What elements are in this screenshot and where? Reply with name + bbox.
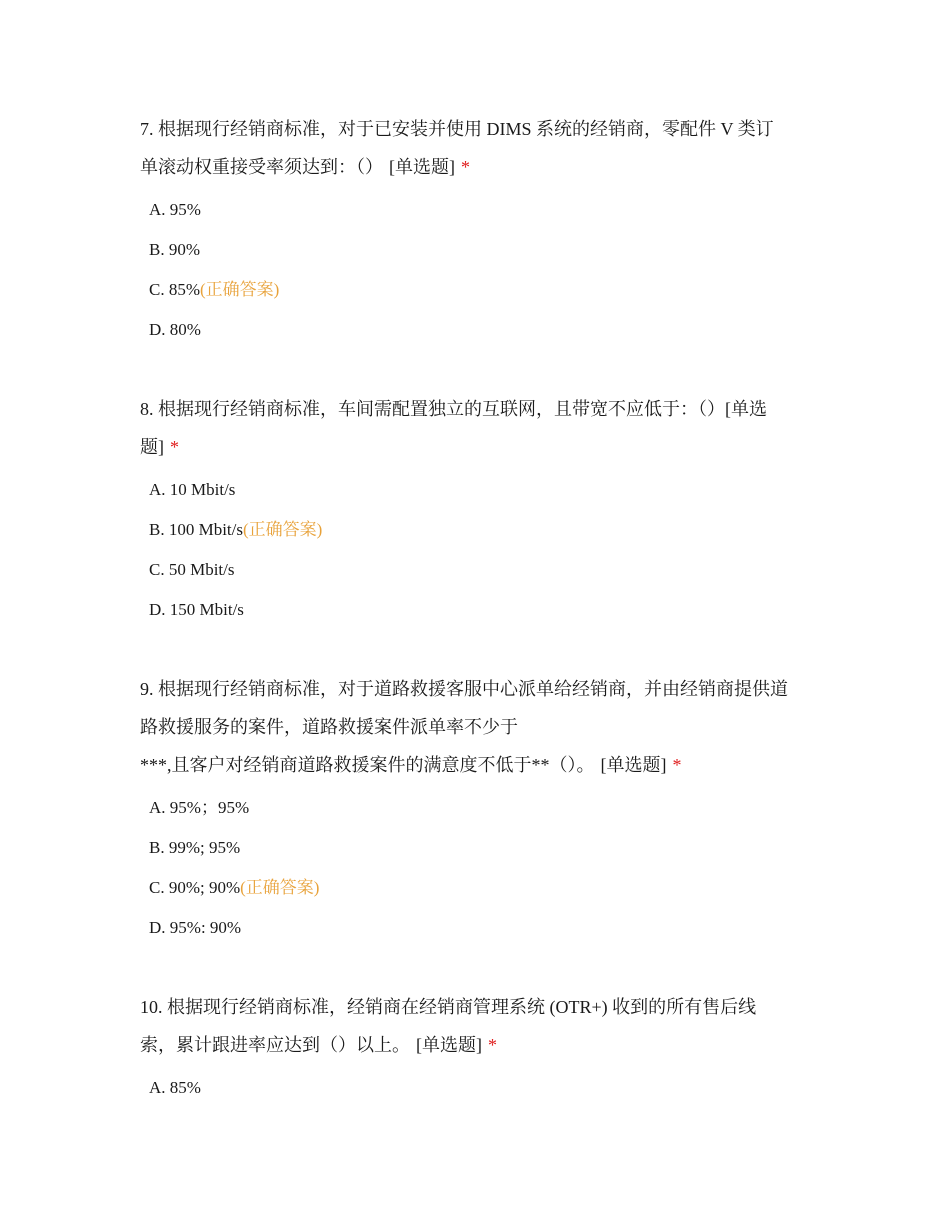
stem-line-text: 索，累计跟进率应达到（）以上。 xyxy=(140,1035,410,1055)
option-a xyxy=(149,470,820,510)
question-type-tag: [单选题] xyxy=(389,157,455,177)
option-text: B. 99%; 95% xyxy=(149,838,241,857)
question-9 xyxy=(140,670,820,948)
question-type-tag: [单选题] xyxy=(600,755,667,775)
stem-line-text: 单滚动权重接受率须达到：（） xyxy=(140,157,383,177)
option-a xyxy=(149,190,820,230)
option-text: C. 50 Mbit/s xyxy=(149,560,235,579)
question-10 xyxy=(140,988,820,1108)
option-text: A. 85% xyxy=(149,1078,201,1097)
correct-answer-mark: (正确答案) xyxy=(243,520,323,539)
option-text: D. 80% xyxy=(149,320,201,339)
stem-line xyxy=(140,148,820,186)
stem-line: 7. 根据现行经销商标准，对于已安装并使用 DIMS 系统的经销商，零配件 V 类订 xyxy=(140,119,774,139)
option-a xyxy=(149,1068,820,1108)
question-stem xyxy=(140,390,820,466)
option-text: A. 95%；95% xyxy=(149,798,250,817)
stem-line xyxy=(140,428,820,466)
stem-line-text: 题] xyxy=(140,437,164,457)
option-d xyxy=(149,590,820,630)
option-b xyxy=(149,230,820,270)
option-b xyxy=(149,828,820,868)
option-list xyxy=(140,470,820,630)
question-stem xyxy=(140,110,820,186)
stem-line: 路救援服务的案件，道路救援案件派单率不少于 xyxy=(140,717,518,737)
option-text: D. 95%: 90% xyxy=(149,918,242,937)
option-text: A. 10 Mbit/s xyxy=(149,480,236,499)
stem-line-text: ***,且客户对经销商道路救援案件的满意度不低于**（）。 xyxy=(140,755,595,775)
option-d xyxy=(149,310,820,350)
option-a xyxy=(149,788,820,828)
question-8 xyxy=(140,390,820,630)
question-type-tag: [单选题] xyxy=(416,1035,482,1055)
option-list xyxy=(140,788,820,948)
option-text: B. 100 Mbit/s xyxy=(149,520,243,539)
stem-line xyxy=(140,746,820,784)
option-text: C. 85% xyxy=(149,280,200,299)
option-text: A. 95% xyxy=(149,200,201,219)
required-mark: * xyxy=(488,1035,497,1055)
option-text: B. 90% xyxy=(149,240,200,259)
stem-line: 10. 根据现行经销商标准，经销商在经销商管理系统 (OTR+) 收到的所有售后线 xyxy=(140,997,757,1017)
correct-answer-mark: (正确答案) xyxy=(240,878,320,897)
question-7 xyxy=(140,110,820,350)
stem-line: 9. 根据现行经销商标准，对于道路救援客服中心派单给经销商，并由经销商提供道 xyxy=(140,679,788,699)
required-mark: * xyxy=(461,157,470,177)
correct-answer-mark: (正确答案) xyxy=(200,280,280,299)
stem-line xyxy=(140,1026,820,1064)
option-c xyxy=(149,868,820,908)
question-stem xyxy=(140,988,820,1064)
option-b xyxy=(149,510,820,550)
option-text: C. 90%; 90% xyxy=(149,878,241,897)
option-c xyxy=(149,550,820,590)
option-list xyxy=(140,1068,820,1108)
option-text: D. 150 Mbit/s xyxy=(149,600,244,619)
option-c xyxy=(149,270,820,310)
required-mark: * xyxy=(672,755,682,775)
option-d xyxy=(149,908,820,948)
stem-line: 8. 根据现行经销商标准，车间需配置独立的互联网，且带宽不应低于：（）[单选 xyxy=(140,399,767,419)
question-stem xyxy=(140,670,820,784)
option-list xyxy=(140,190,820,350)
required-mark: * xyxy=(170,437,179,457)
